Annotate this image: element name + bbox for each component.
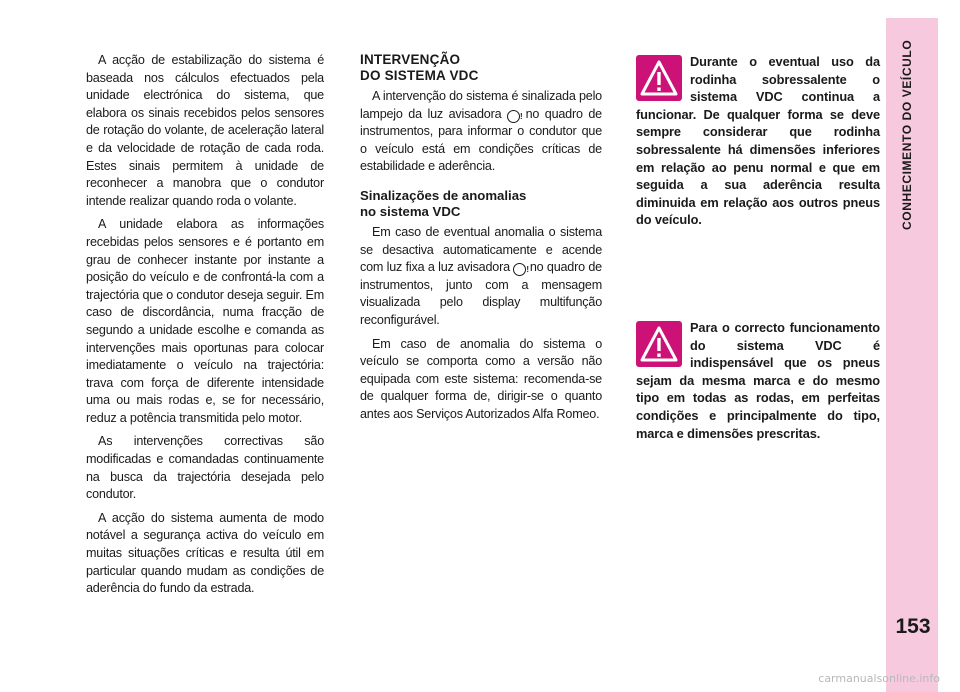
text-run: A intervenção do sistema é sinalizada pelo lampejo da luz avisadora: [360, 89, 602, 121]
page-number: 153: [895, 615, 931, 638]
warning-box: [636, 53, 880, 229]
paragraph: A unidade elabora as informações recebidas pelos sensores e é portanto em grau de conhecer instante por instante a posição do veículo e de confrontá-la com a trajectória que o condutor deseja seguir. Em caso de discordância, numa fracção de segundo a unidade escolhe e comanda as intervenções mais oportunas para colocar imediatamente o veículo na trajectória: trava com força de diferente intensidade uma ou mais rodas e, se for necessário, reduz a potência transmitida pelo motor.: [86, 217, 324, 425]
anomaly-paragraph: [360, 224, 602, 330]
column-left: [86, 52, 324, 604]
paragraph: A acção de estabilização do sistema é baseada nos cálculos efectuados pela unidade electrónica do sistema, que elabora os sinais recebidos pelos sensores de rotação do volante, de aceleração lateral e da velocidade de rotação de cada roda. Estes sinais permitem à unidade de reconhecer a manobra que o condutor intende realizar quando roda o volante.: [86, 53, 324, 208]
paragraph: Em caso de anomalia do sistema o veículo se comporta como a versão não equipada com este sistema: recomenda-se de qualquer forma de, dirigir-se o quanto antes aos Serviços Autorizados Alfa Romeo.: [360, 336, 602, 421]
vdc-warning-light-icon: !: [513, 263, 526, 276]
warning-box: [636, 319, 880, 442]
sub-heading-line: Sinalizações de anomalias: [360, 187, 527, 203]
vdc-warning-light-icon: !: [507, 110, 520, 123]
warning-text: Para o correcto funcionamento do sistema VDC é indispensável que os pneus sejam da mesma marca e do mesmo tipo em todas as rodas, em perfeitas condições e principalmente do tipo, marca e dimensões prescritas.: [636, 320, 880, 441]
warning-triangle-icon: [636, 321, 682, 367]
column-middle: [360, 52, 602, 430]
warning-text: Durante o eventual uso da rodinha sobressalente o sistema VDC continua a funcionar. De qualquer forma se deve sempre considerar que rodinha sobressalente há dimensões inferiores em relação ao penu normal e que em seguida a sua aderência resulta diminuida em relação aos outros pneus do veículo.: [636, 54, 880, 228]
text-run: no quadro de instrumentos, junto com a mensagem visualizada pelo display multifunção reconfigurável.: [360, 260, 602, 327]
section-title: CONHECIMENTO DO VEÍCULO: [900, 40, 914, 231]
watermark: carmanualsonline.info: [818, 672, 940, 685]
paragraph: A acção do sistema aumenta de modo notável a segurança activa do veículo em muitas situações críticas e resulta útil em particular quando mudam as condições de aderência do fundo da estrada.: [86, 510, 324, 596]
section-heading: [360, 52, 602, 84]
warning-triangle-icon: [636, 55, 682, 101]
sub-heading-line: no sistema VDC: [360, 203, 461, 219]
sub-heading: [360, 188, 602, 220]
paragraph: As intervenções correctivas são modificadas e comandadas continuamente na busca da trajectória desejada pelo condutor.: [86, 434, 324, 502]
section-heading-line: INTERVENÇÃO: [360, 52, 461, 67]
section-heading-line: DO SISTEMA VDC: [360, 68, 479, 83]
intervention-paragraph: [360, 88, 602, 176]
text-run: no quadro de instrumentos, para informar o condutor que o veículo está em condições críticas de estabilidade e aderência.: [360, 106, 602, 174]
text-run: Em caso de eventual anomalia o sistema se desactiva automaticamente e acende com luz fixa a luz avisadora: [360, 224, 602, 275]
